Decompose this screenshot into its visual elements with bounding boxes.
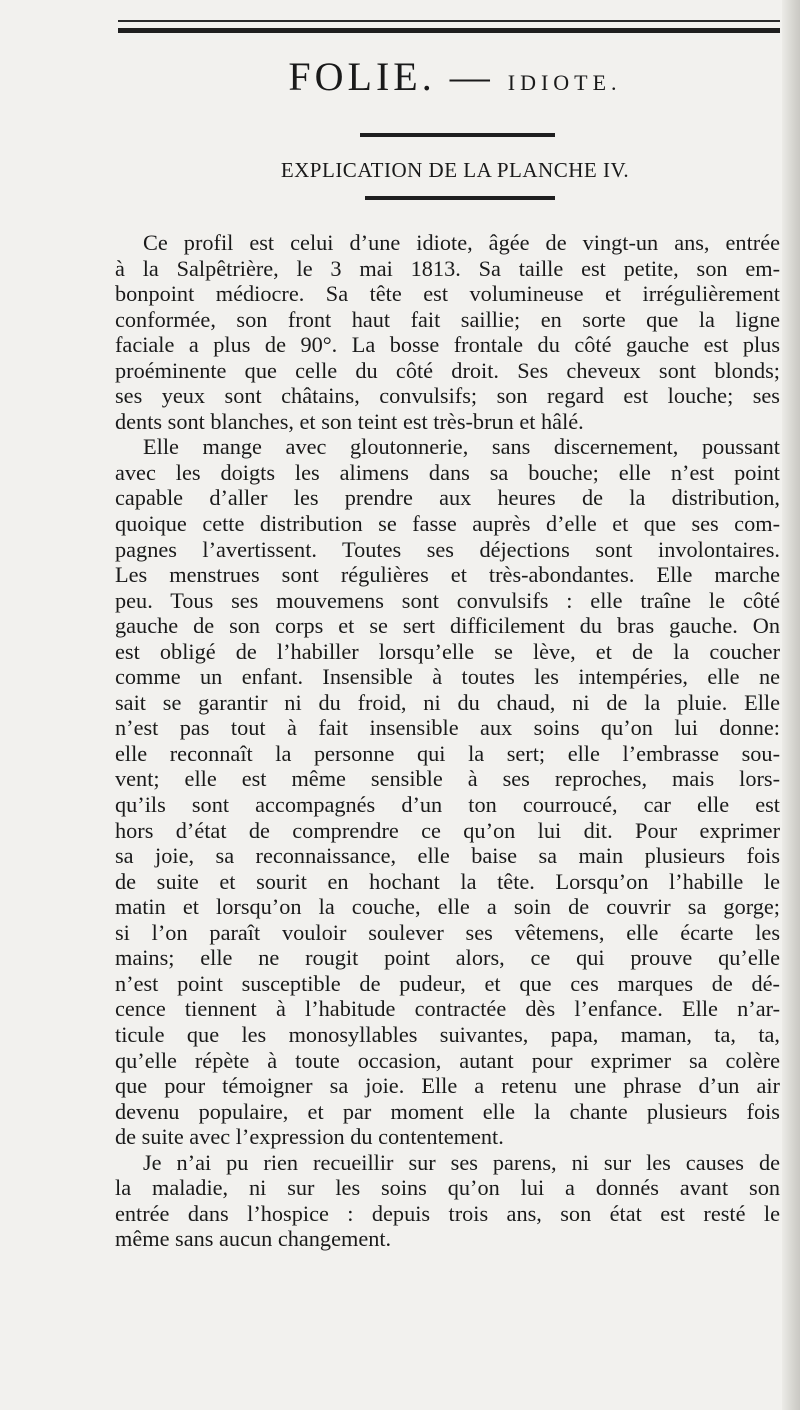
text-line: mains; elle ne rougit point alors, ce qui prouve qu’elle — [115, 945, 780, 971]
text-line: devenu populaire, et par moment elle la chante plusieurs fois — [115, 1098, 780, 1124]
text-line: comme un enfant. Insensible à toutes les intempéries, elle ne — [115, 664, 780, 690]
text-line: est obligé de l’habiller lorsqu’elle se lève, et de la coucher — [115, 638, 780, 664]
top-rule-thick — [118, 28, 780, 33]
text-line: avec les doigts les alimens dans sa bouche; elle n’est point — [115, 459, 780, 485]
text-line: à la Salpêtrière, le 3 mai 1813. Sa taille est petite, son em- — [115, 255, 780, 281]
page-edge — [782, 0, 800, 1410]
plate-subtitle: EXPLICATION DE LA PLANCHE IV. — [280, 158, 630, 182]
text-line: n’est pas tout à fait insensible aux soins qu’on lui donne: — [115, 715, 780, 741]
title-sub: IDIOTE. — [507, 70, 622, 95]
title-main: FOLIE. — — [288, 54, 494, 99]
text-line: Les menstrues sont régulières et très-abondantes. Elle marche — [115, 562, 780, 588]
text-line: conformée, son front haut fait saillie; en sorte que la ligne — [115, 306, 780, 332]
text-line: n’est point susceptible de pudeur, et que ces marques de dé- — [115, 970, 780, 996]
text-line: hors d’état de comprendre ce qu’on lui dit. Pour exprimer — [115, 817, 780, 843]
top-rule-thin — [118, 20, 780, 22]
text-line: capable d’aller les prendre aux heures de la distribution, — [115, 485, 780, 511]
text-line: gauche de son corps et se sert difficilement du bras gauche. On — [115, 613, 780, 639]
page-title — [0, 52, 800, 108]
text-line: cence tiennent à l’habitude contractée dès l’enfance. Elle n’ar- — [115, 996, 780, 1022]
text-line: pagnes l’avertissent. Toutes ses déjections sont involontaires. — [115, 536, 780, 562]
rule-below-subtitle — [365, 196, 555, 200]
text-line: faciale a plus de 90°. La bosse frontale du côté gauche est plus — [115, 332, 780, 358]
text-line: la maladie, ni sur les soins qu’on lui a donnés avant son — [115, 1175, 780, 1201]
text-line: proéminente que celle du côté droit. Ses cheveux sont blonds; — [115, 357, 780, 383]
text-line: vent; elle est même sensible à ses reproches, mais lors- — [115, 766, 780, 792]
text-line: ticule que les monosyllables suivantes, papa, maman, ta, ta, — [115, 1021, 780, 1047]
text-line: Elle mange avec gloutonnerie, sans discernement, poussant — [143, 434, 780, 460]
rule-above-subtitle — [360, 133, 555, 137]
text-line: Ce profil est celui d’une idiote, âgée de vingt-un ans, entrée — [143, 230, 780, 255]
body-text — [115, 230, 780, 1252]
text-line: même sans aucun changement. — [115, 1226, 392, 1252]
text-line: bonpoint médiocre. Sa tête est volumineuse et irrégulièrement — [115, 281, 780, 307]
text-line: matin et lorsqu’on la couche, elle a soin de couvrir sa gorge; — [115, 894, 780, 920]
text-line: dents sont blanches, et son teint est très-brun et hâlé. — [115, 408, 584, 434]
text-line: peu. Tous ses mouvemens sont convulsifs : elle traîne le côté — [115, 587, 780, 613]
text-line: sait se garantir ni du froid, ni du chaud, ni de la pluie. Elle — [115, 689, 780, 715]
text-line: si l’on paraît vouloir soulever ses vêtemens, elle écarte les — [115, 919, 780, 945]
text-line: de suite avec l’expression du contentement. — [115, 1124, 504, 1150]
text-line: sa joie, sa reconnaissance, elle baise sa main plusieurs fois — [115, 843, 780, 869]
text-line: Je n’ai pu rien recueillir sur ses parens, ni sur les causes de — [143, 1149, 780, 1175]
text-line: quoique cette distribution se fasse auprès d’elle et que ses com- — [115, 511, 780, 537]
text-line: ses yeux sont châtains, convulsifs; son regard est louche; ses — [115, 383, 780, 409]
text-line: qu’ils sont accompagnés d’un ton courroucé, car elle est — [115, 792, 780, 818]
text-line: que pour témoigner sa joie. Elle a retenu une phrase d’un air — [115, 1073, 780, 1099]
text-line: elle reconnaît la personne qui la sert; elle l’embrasse sou- — [115, 740, 780, 766]
text-line: qu’elle répète à toute occasion, autant pour exprimer sa colère — [115, 1047, 780, 1073]
text-line: de suite et sourit en hochant la tête. Lorsqu’on l’habille le — [115, 868, 780, 894]
text-line: entrée dans l’hospice : depuis trois ans, son état est resté le — [115, 1200, 780, 1226]
